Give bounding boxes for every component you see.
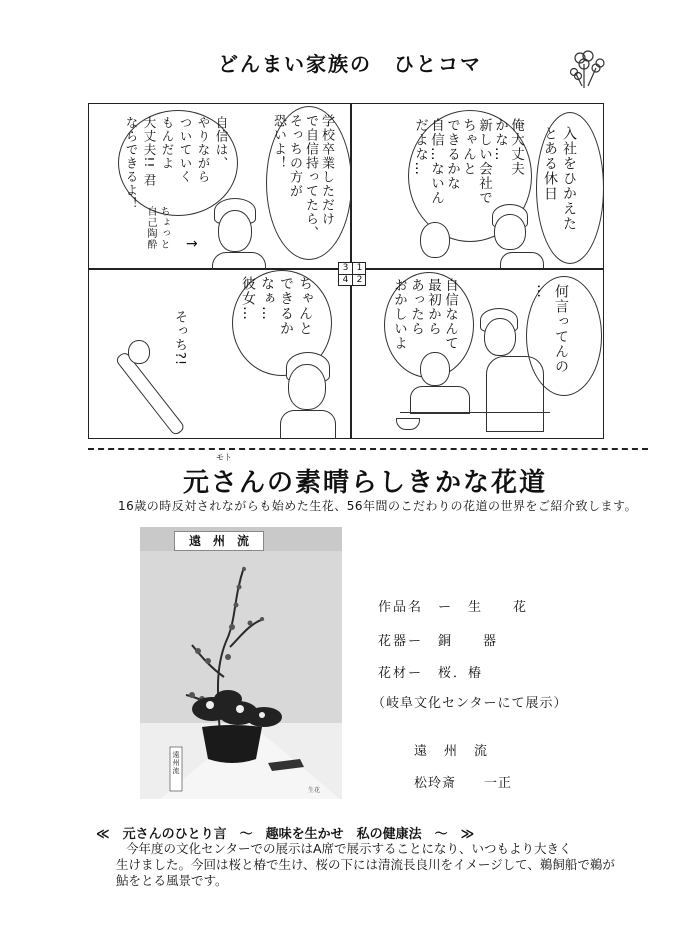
artwork-exhibit: （岐阜文化センターにて展示） <box>372 696 568 711</box>
character-face <box>288 364 326 410</box>
comment-heading: ≪ 元さんのひとり言 ～ 趣味を生かせ 私の健康法 ～ ≫ <box>96 827 475 842</box>
comment-body <box>116 841 676 889</box>
panel-number: 1 <box>352 263 366 274</box>
character-body <box>280 410 336 439</box>
panel-number: 2 <box>352 274 366 285</box>
panel2-speech-left: 自信なんて 最初から あったら おかしいよ <box>391 278 458 351</box>
panel-number: 3 <box>342 263 349 273</box>
comment-line: 生けました。今回は桜と椿で生け、桜の下には清流長良川をイメージして、鵜飼船で鵜が <box>116 857 615 872</box>
character-face <box>218 210 252 252</box>
character-body <box>500 252 544 269</box>
page-title: どんまい家族の ひとコマ <box>218 52 482 76</box>
school-sign: 遠 州 流 <box>174 531 264 551</box>
panel3-speech-left: 自信は、 やりながら ついていく もんだよ 大丈夫!! 君 ならできるよ！ <box>124 116 229 211</box>
panel3-speech-right: 学校卒業しただけ で自信持ってたら、 そっちの方が 恐いよ！ <box>271 114 334 240</box>
character-face <box>494 214 526 250</box>
clover-icon <box>566 48 606 92</box>
panel1-speech: 俺大丈夫 かな… 新しい会社で ちゃんと できるかな 自信…ないん だよな… <box>412 118 524 205</box>
character-face <box>420 222 450 258</box>
character-face <box>420 352 450 386</box>
artwork-vessel: 花器ー 銅 器 <box>378 634 499 649</box>
ikebana-photo <box>140 527 342 799</box>
panel3-note: ちょっと 自己陶酔 <box>145 206 169 250</box>
character-face <box>128 340 150 364</box>
name-tag: 遠州流 <box>172 751 180 775</box>
artwork-school: 遠 州 流 <box>414 744 490 759</box>
section-divider <box>88 448 648 450</box>
section-title: 元さんの素晴らしきかな花道 <box>183 468 548 498</box>
panel4-speech: ちゃんと できるか なぁ… 彼女… <box>240 276 313 336</box>
table-edge <box>400 412 550 413</box>
title-ruby: モト <box>216 453 232 462</box>
artwork-material: 花材ー 桜．椿 <box>378 666 484 681</box>
panel2-speech-right: 何言ってんの … <box>534 284 569 374</box>
panel-number-box <box>338 262 366 286</box>
panel1-caption: 入社をひかえた とある休日 <box>542 126 577 231</box>
character-body <box>486 356 544 432</box>
artwork-artist: 松玲斎 一正 <box>414 776 513 791</box>
comment-line: 今年度の文化センターでの展示はA席で展示することになり、いつもより大きく <box>126 841 572 856</box>
character-face <box>484 318 516 356</box>
comment-line: 鮎をとる風景です。 <box>116 873 228 888</box>
character-body <box>212 252 266 269</box>
arrow-icon: → <box>186 236 198 252</box>
panel4-reaction: そっち?! <box>172 310 187 367</box>
photo-label: 生花 <box>308 787 321 794</box>
section-intro: 16歳の時反対されながらも始めた生花、56年間のこだわりの花道の世界をご紹介致します。 <box>118 499 638 513</box>
artwork-name: 作品名 ー 生 花 <box>378 600 529 615</box>
character-body <box>410 386 470 414</box>
panel-number: 4 <box>339 274 352 285</box>
